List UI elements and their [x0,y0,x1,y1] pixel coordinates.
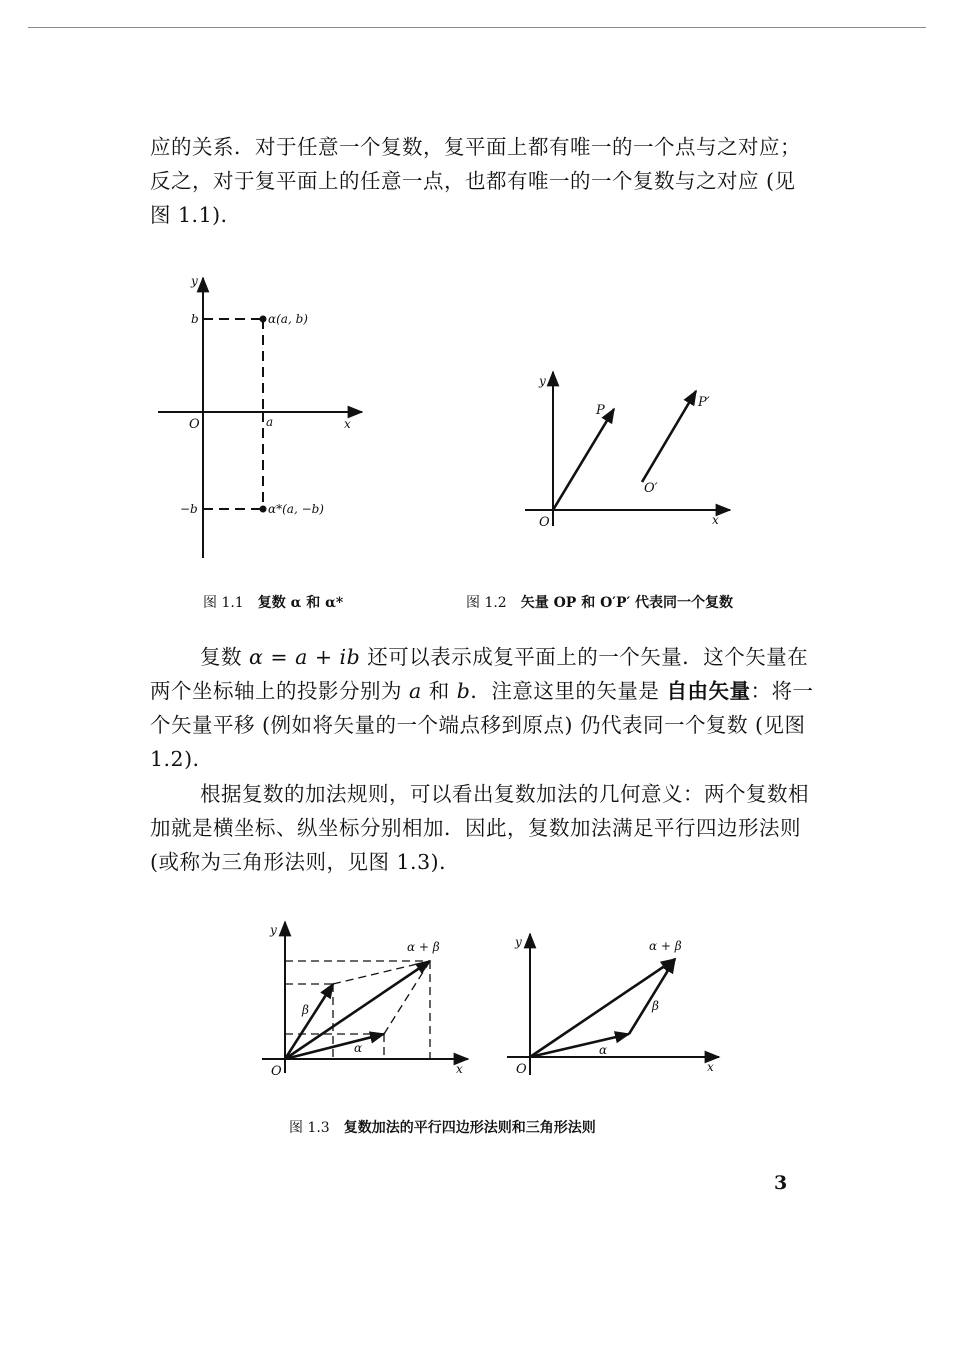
term-free-vector: 自由矢量 [666,679,751,703]
axis-x-label: x [712,513,719,527]
label-O-prime: O′ [644,481,658,496]
caption-text: 复数 α 和 α* [257,595,344,611]
top-rule [28,27,926,28]
caption-number: 图 1.1 [203,595,244,611]
point-alpha-conj [260,506,267,513]
tick-b: b [191,312,199,326]
caption-text: 矢量 OP 和 O′P′ 代表同一个复数 [520,595,734,611]
axis-x-label: x [344,417,351,431]
paragraph-1: 应的关系．对于任意一个复数，复平面上都有唯一的一个点与之对应；反之，对于复平面上的任意一点，也都有唯一的一个复数与之对应 (见图 1.1)． [150,135,801,227]
parallelogram-side-top [333,961,430,984]
paragraph-3: 根据复数的加法规则，可以看出复数加法的几何意义：两个复数相加就是横坐标、纵坐标分别相加．因此，复数加法满足平行四边形法则 (或称为三角形法则，见图 1.3)． [150,782,809,874]
caption-number: 图 1.2 [466,595,507,611]
vector-O-prime-P-prime [642,391,696,482]
point-conj-label: α*(a, −b) [268,502,324,516]
paragraph-2: 复数 α = a + ib 还可以表示成复平面上的一个矢量．这个矢量在两个坐标轴上的投影分别为 a 和 b．注意这里的矢量是 自由矢量：将一个矢量平移 (例如将矢量的一个端点移到原点) 仍代表同一个复数 (见图 1.2)． [150,645,814,771]
figure-1-2 [520,368,740,538]
figure-1-1-caption [203,592,343,612]
label-P-prime: P′ [698,395,710,410]
figure-1-2-caption [466,592,733,612]
tick-neg-b: −b [180,502,198,516]
caption-text: 复数加法的平行四边形法则和三角形法则 [343,1120,596,1136]
origin-label: O [539,515,550,530]
figure-1-1 [150,268,380,568]
sum-label: α + β [407,940,440,954]
figure-1-3-parallelogram [260,918,475,1078]
axis-y-label: y [191,274,198,288]
axis-x-label: x [456,1062,463,1076]
tick-a: a [266,415,274,429]
vector-OP [553,409,614,510]
axis-y-label: y [270,923,277,937]
point-alpha-label: α(a, b) [268,312,308,326]
origin-label: O [271,1064,282,1079]
alpha-label: α [354,1041,363,1055]
beta-label: β [302,1003,309,1017]
vector-beta [629,959,675,1034]
parallelogram-side-right [384,961,430,1034]
caption-number: 图 1.3 [289,1120,330,1136]
point-alpha [260,316,267,323]
origin-label: O [189,417,200,432]
sum-label: α + β [649,939,682,953]
page-number: 3 [774,1172,788,1194]
axis-y-label: y [539,374,546,388]
origin-label: O [516,1062,527,1077]
axis-x-label: x [707,1060,714,1074]
beta-label: β [652,999,659,1013]
figure-1-3-caption [289,1117,596,1137]
alpha-label: α [599,1043,608,1057]
figure-1-3-triangle [503,930,728,1078]
label-P: P [596,403,605,418]
axis-y-label: y [515,935,522,949]
